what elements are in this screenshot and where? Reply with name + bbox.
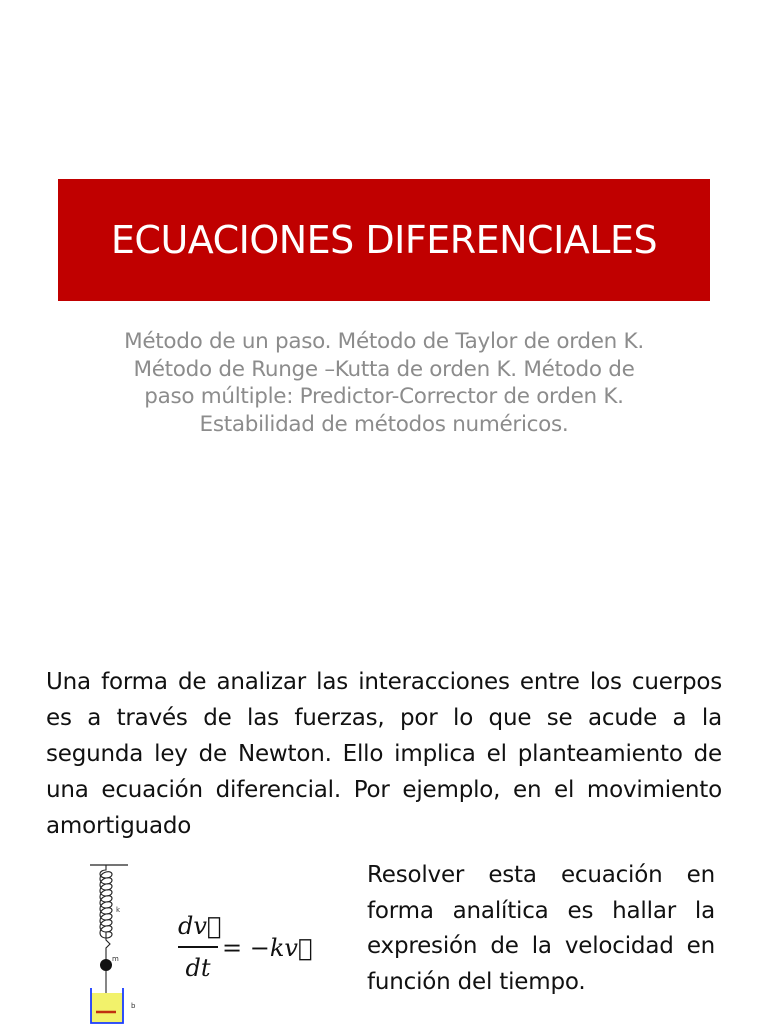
subtitle: Método de un paso. Método de Taylor de orden K. Método de Runge –Kutta de orden K. Método de paso múltiple: Predictor-Corrector de orden K. Estabilidad de métodos numéricos. (124, 329, 644, 437)
page-title: ECUACIONES DIFERENCIALES (110, 218, 658, 262)
spring-mass-damper-diagram (80, 860, 160, 1024)
explanation-paragraph: Resolver esta ecuación en forma analítica es hallar la expresión de la velocidad en función del tiempo. (367, 862, 715, 995)
differential-equation (176, 912, 326, 992)
fraction-bar (178, 946, 218, 948)
equation-denominator: dt (185, 954, 211, 982)
label-k: k (116, 906, 121, 914)
damper-fluid (91, 993, 123, 1023)
title-banner (58, 179, 710, 301)
label-m: m (112, 955, 119, 963)
intro-paragraph: Una forma de analizar las interacciones entre los cuerpos es a través de las fuerzas, por lo que se acude a la segunda ley de Newton. Ello implica el planteamiento de una ecuación diferencial. Por ejemplo, en el movimiento amortiguado (46, 669, 722, 839)
mass-point (100, 959, 112, 971)
label-b: b (131, 1002, 136, 1010)
spring (100, 865, 112, 960)
equation-numerator: dv⃗ (178, 912, 222, 940)
equation-rhs: = −kv⃗ (222, 934, 313, 962)
